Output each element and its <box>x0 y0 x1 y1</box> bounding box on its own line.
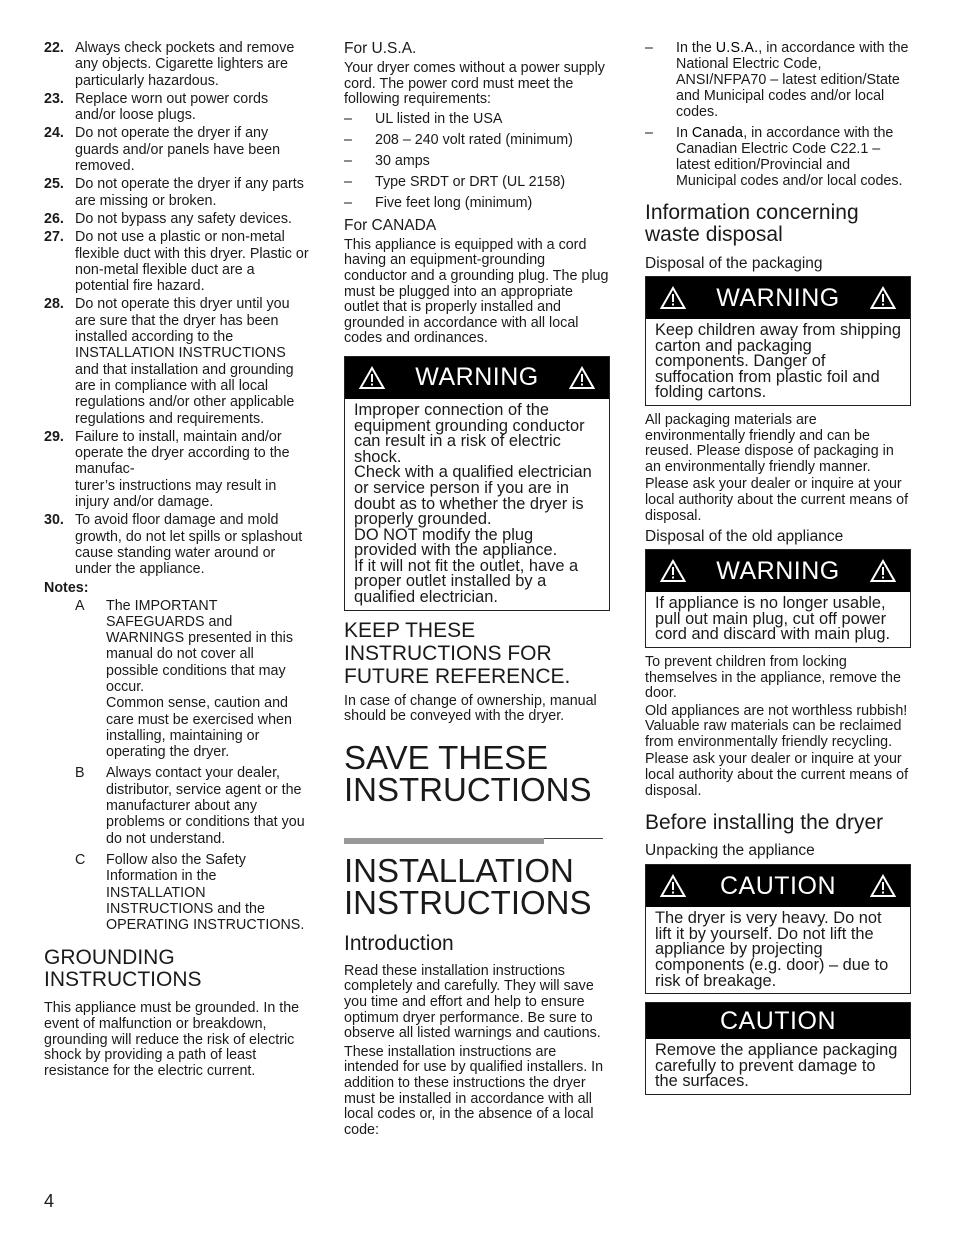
usa-text: Your dryer comes without a power supply cord. The power cord must meet the following requirements: <box>344 60 605 108</box>
warning-label: WARNING <box>716 283 840 312</box>
country-name: Canada <box>691 125 744 141</box>
dash-bullet: – <box>344 152 352 169</box>
item-number: 25. <box>44 176 64 193</box>
warning-text: Keep children away from shipping carton and packaging components. Danger of suffocation from plastic foil and folding cartons. <box>655 321 901 402</box>
dash-bullet: – <box>344 173 352 190</box>
old-appliance-title: Disposal of the old appliance <box>645 528 844 546</box>
surface-caution-box <box>645 1002 911 1095</box>
dash-bullet: – <box>344 131 352 148</box>
waste-disposal-title: Information concerning waste disposal <box>645 201 859 246</box>
notes-title: Notes: <box>44 579 89 596</box>
item-text: To avoid floor damage and mold growth, do not let spills or splashout cause standing water around or under the appliance. <box>75 512 303 578</box>
list-item <box>645 125 911 189</box>
list-item <box>44 91 310 124</box>
list-item <box>44 512 310 577</box>
local-codes-list <box>645 40 911 189</box>
usa-title: For U.S.A. <box>344 40 417 57</box>
packaging-disposal-title: Disposal of the packaging <box>645 255 823 272</box>
packaging-text-1: All packaging materials are environmentally friendly and can be reused. Please dispose of packaging in an environmentally friendly manner. <box>645 411 894 475</box>
warning-triangle-icon <box>569 366 595 390</box>
list-item <box>44 852 310 933</box>
dash-bullet: – <box>645 40 653 56</box>
grounding-warning-box <box>344 356 610 611</box>
warning-text: If appliance is no longer usable, pull out main plug, cut off power cord and discard with main plug. <box>655 594 891 644</box>
page-number: 4 <box>44 1191 55 1211</box>
list-item <box>645 40 911 120</box>
warning-triangle-icon <box>660 559 686 583</box>
list-item <box>344 132 610 148</box>
section-divider <box>344 838 610 848</box>
item-number: 23. <box>44 90 64 107</box>
weight-caution-box <box>645 864 911 994</box>
caution-label: CAUTION <box>720 1006 836 1035</box>
item-text: Do not bypass any safety devices. <box>75 210 292 227</box>
old-appliance-text-2: Old appliances are not worthless rubbish! Valuable raw materials can be reclaimed from environmentally friendly recycling. <box>645 702 908 750</box>
item-number: 29. <box>44 428 64 445</box>
item-text: Do not use a plastic or non-metal flexible duct with this dryer. Plastic or non-metal flexible duct are a potential fire hazard. <box>75 229 309 295</box>
warning-label: WARNING <box>415 363 539 392</box>
list-item <box>344 195 610 211</box>
note-text: Always contact your dealer, distributor, service agent or the manufacturer about any problems or conditions that you do not understand. <box>106 765 305 847</box>
code-text-rest: , in accordance with the Canadian Electric Code C22.1 – latest edition/Provincial and Municipal codes and/or local codes. <box>676 125 903 189</box>
warning-triangle-icon <box>660 286 686 310</box>
warning-header <box>646 550 910 592</box>
list-item <box>44 429 310 510</box>
list-item <box>44 40 310 89</box>
note-letter: B <box>75 765 85 782</box>
list-item <box>44 211 310 227</box>
country-name: U.S.A. <box>715 40 759 56</box>
column-middle <box>344 40 610 1138</box>
grounding-text: This appliance must be grounded. In the event of malfunction or breakdown, grounding will reduce the risk of electric shock by providing a path of least resistance for the electric current. <box>44 1000 300 1079</box>
warning-header <box>646 277 910 319</box>
dash-bullet: – <box>344 194 352 211</box>
item-text: Do not operate this dryer until you are sure that the dryer has been installed according to the INSTALLATION INSTRUCTIONS and that installation and grounding are in compliance with all local regulations and/or other applicable regulations and requirements. <box>75 296 295 427</box>
dash-bullet: – <box>344 110 352 127</box>
old-appliance-text-1: To prevent children from locking themselves in the appliance, remove the door. <box>645 653 901 702</box>
introduction-title: Introduction <box>344 931 454 955</box>
save-instructions-title: SAVE THESE INSTRUCTIONS <box>344 738 592 808</box>
unpacking-title: Unpacking the appliance <box>645 842 815 860</box>
before-installing-title: Before installing the dryer <box>645 811 884 835</box>
warning-text: Improper connection of the equipment grounding conductor can result in a risk of electric shock. Check with a qualified electrician or service person if you are in doubt as to whether the dryer is properly grounded. DO NOT modify the plug provided with the appliance. If it will not fit the outlet, have a proper outlet installed by a qualified electrician. <box>354 400 592 607</box>
note-text: The IMPORTANT SAFEGUARDS and WARNINGS presented in this manual do not cover all possible conditions that may occur. Common sense, caution and care must be exercised when installing, maintaining or operating the dryer. <box>106 597 293 761</box>
requirement-text: Type SRDT or DRT (UL 2158) <box>375 173 566 190</box>
caution-label: CAUTION <box>720 871 836 900</box>
packaging-text-2: Please ask your dealer or inquire at your local authority about the current means of disposal. <box>645 476 909 524</box>
warning-label: WARNING <box>716 556 840 585</box>
keep-instructions-title: KEEP THESE INSTRUCTIONS FOR FUTURE REFERENCE. <box>344 618 571 688</box>
packaging-warning-box <box>645 276 911 406</box>
code-text-prefix: In <box>676 125 692 141</box>
note-letter: A <box>75 597 85 614</box>
column-right <box>645 40 911 1095</box>
item-text: Always check pockets and remove any objects. Cigarette lighters are particularly hazardous. <box>75 40 295 89</box>
introduction-text-2: These installation instructions are intended for use by qualified installers. In addition to these instructions the dryer must be installed in accordance with all local codes or, in the absence of a local code: <box>344 1043 604 1138</box>
code-text-prefix: In the <box>676 40 716 56</box>
keep-instructions-text: In case of change of ownership, manual should be conveyed with the dryer. <box>344 692 597 725</box>
item-number: 22. <box>44 40 64 56</box>
caution-text: The dryer is very heavy. Do not lift it by yourself. Do not lift the appliance by projecting components (e.g. door) – due to risk of breakage. <box>655 909 889 990</box>
list-item <box>44 125 310 174</box>
caution-header <box>646 1003 910 1039</box>
notes-list <box>44 598 310 934</box>
item-number: 24. <box>44 125 64 142</box>
item-number: 26. <box>44 210 64 227</box>
requirement-text: 208 – 240 volt rated (minimum) <box>375 131 573 148</box>
code-text <box>676 125 911 189</box>
divider-thick-line <box>344 838 544 844</box>
requirement-text: Five feet long (minimum) <box>375 194 533 211</box>
list-item <box>344 153 610 169</box>
old-appliance-warning-box <box>645 549 911 648</box>
installation-instructions-title: INSTALLATION INSTRUCTIONS <box>344 851 592 921</box>
code-text <box>676 40 911 120</box>
list-item <box>344 111 610 127</box>
canada-title: For CANADA <box>344 216 437 234</box>
warning-triangle-icon <box>660 874 686 898</box>
item-number: 28. <box>44 296 64 313</box>
grounding-title: GROUNDING INSTRUCTIONS <box>44 946 202 992</box>
item-text: Failure to install, maintain and/or operate the dryer according to the manufac- turer’s instructions may result in injury and/or damage. <box>75 428 290 511</box>
requirement-text: UL listed in the USA <box>375 110 503 127</box>
warning-triangle-icon <box>870 286 896 310</box>
item-number: 27. <box>44 229 64 246</box>
warning-triangle-icon <box>870 874 896 898</box>
list-item <box>44 229 310 294</box>
item-number: 30. <box>44 512 64 529</box>
item-text: Do not operate the dryer if any guards and/or panels have been removed. <box>75 125 281 175</box>
old-appliance-text-3: Please ask your dealer or inquire at your local authority about the current means of disposal. <box>645 751 909 799</box>
canada-text: This appliance is equipped with a cord having an equipment-grounding conductor and a grounding plug. The plug must be plugged into an appropriate outlet that is properly installed and grounded in accordance with all local codes and ordinances. <box>344 236 609 347</box>
item-text: Do not operate the dryer if any parts are missing or broken. <box>75 176 304 209</box>
note-letter: C <box>75 851 86 868</box>
introduction-text-1: Read these installation instructions completely and carefully. They will save you time and effort and help to ensure optimum dryer performance. Be sure to observe all listed warnings and cautions. <box>344 962 601 1042</box>
caution-header <box>646 865 910 907</box>
safety-rules-list <box>44 40 310 578</box>
warning-triangle-icon <box>359 366 385 390</box>
warning-triangle-icon <box>870 559 896 583</box>
item-text: Replace worn out power cords and/or loose plugs. <box>75 90 269 124</box>
warning-header <box>345 357 609 399</box>
note-text: Follow also the Safety Information in the INSTALLATION INSTRUCTIONS and the OPERATING INSTRUCTIONS. <box>106 851 305 934</box>
dash-bullet: – <box>645 125 653 141</box>
list-item <box>44 176 310 209</box>
usa-requirements-list <box>344 111 610 211</box>
code-text-rest: , in accordance with the National Electric Code, ANSI/NFPA70 – latest edition/State and Municipal codes and/or local codes. <box>676 40 909 120</box>
caution-text: Remove the appliance packaging carefully to prevent damage to the surfaces. <box>655 1041 898 1091</box>
list-item <box>44 765 310 846</box>
column-left <box>44 40 310 1079</box>
list-item <box>44 598 310 761</box>
list-item <box>344 174 610 190</box>
requirement-text: 30 amps <box>375 152 430 169</box>
list-item <box>44 296 310 426</box>
